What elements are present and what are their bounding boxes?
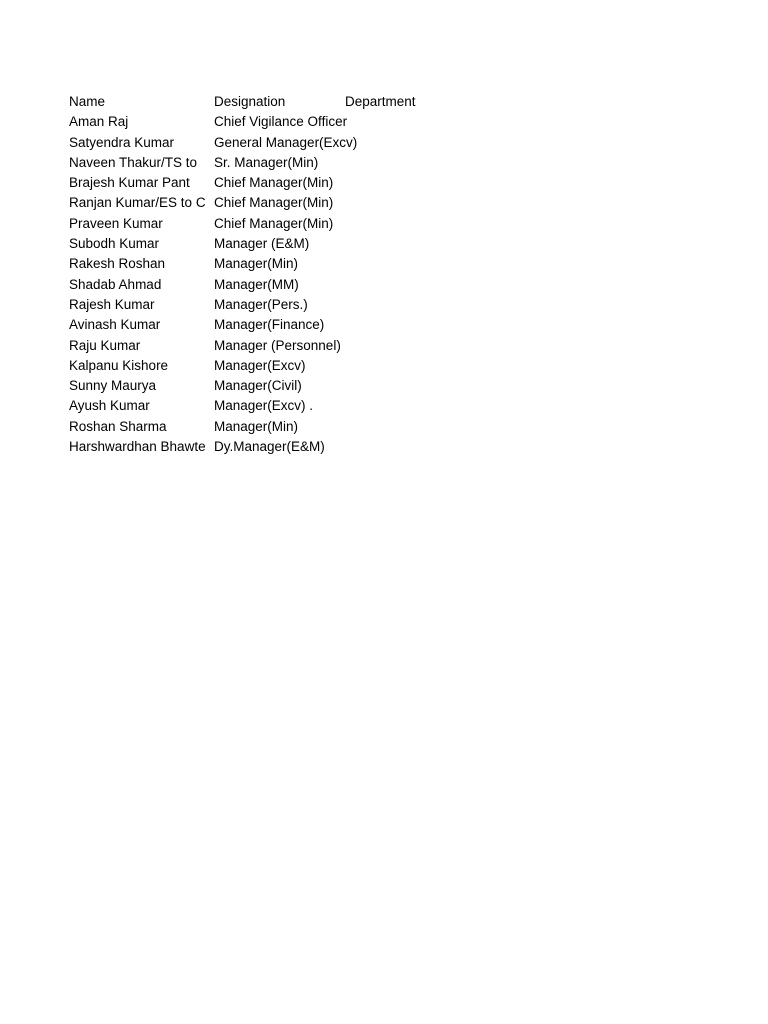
header-department: Department [345,94,416,109]
cell-name: Rajesh Kumar [69,296,155,312]
cell-name: Aman Raj [69,114,129,130]
cell-name: Naveen Thakur/TS to [69,154,198,170]
cell-designation: Chief Manager(Min) [214,215,334,231]
cell-name: Praveen Kumar [69,215,163,231]
cell-designation: Manager(Finance) [214,317,325,333]
cell-name: Ayush Kumar [69,398,150,414]
table-row [69,133,489,153]
header-row [69,92,489,112]
table-row [69,173,489,193]
table-row [69,295,489,315]
cell-name: Shadab Ahmad [69,276,162,292]
table-row [69,376,489,396]
cell-name: Sunny Maurya [69,378,157,394]
table-row [69,336,489,356]
cell-name: Brajesh Kumar Pant [69,175,190,191]
cell-designation: Chief Manager(Min) [214,175,334,191]
table-row [69,112,489,132]
cell-name: Subodh Kumar [69,236,160,252]
cell-designation: Dy.Manager(E&M) [214,439,325,455]
cell-designation: Manager(Excv) . [214,398,314,414]
table-row [69,214,489,234]
header-name: Name [69,94,106,109]
table-row [69,153,489,173]
cell-name: Satyendra Kumar [69,134,175,150]
cell-designation: Manager(Min) [214,418,299,434]
cell-designation: Manager(Pers.) [214,296,308,312]
table-row [69,315,489,335]
cell-name: Kalpanu Kishore [69,357,169,373]
table-row [69,417,489,437]
cell-designation: General Manager(Excv) [214,134,358,150]
cell-name: Avinash Kumar [69,317,161,333]
cell-designation: Sr. Manager(Min) [214,154,319,170]
cell-designation: Manager(Excv) [214,357,306,373]
cell-designation: Chief Vigilance Officer [214,114,348,130]
cell-name: Harshwardhan Bhawte [69,439,206,455]
table-row [69,437,489,457]
cell-designation: Manager(Civil) [214,378,302,394]
cell-designation: Manager (Personnel) [214,337,341,353]
table-row [69,396,489,416]
table-row [69,356,489,376]
spreadsheet-table [69,92,489,457]
header-designation: Designation [214,94,286,109]
cell-designation: Manager(Min) [214,256,299,272]
cell-designation: Manager (E&M) [214,236,310,252]
table-row [69,234,489,254]
table-row [69,275,489,295]
cell-designation: Manager(MM) [214,276,299,292]
table-body [69,112,489,457]
cell-name: Roshan Sharma [69,418,167,434]
table-row [69,193,489,213]
cell-name: Ranjan Kumar/ES to C [69,195,206,211]
cell-name: Rakesh Roshan [69,256,166,272]
table-row [69,254,489,274]
cell-name: Raju Kumar [69,337,141,353]
cell-designation: Chief Manager(Min) [214,195,334,211]
